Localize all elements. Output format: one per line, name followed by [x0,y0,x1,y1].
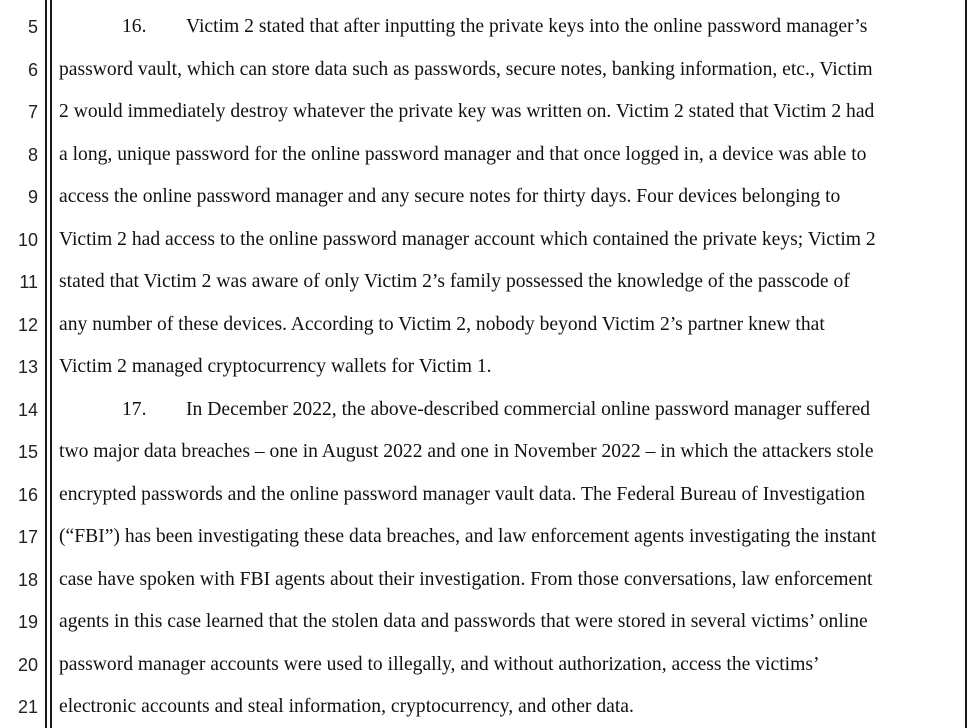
paragraph-first-line [122,16,976,38]
paragraph-first-line [122,399,976,421]
text-line: two major data breaches – one in August 2022 and one in November 2022 – in which the attackers stole [59,441,874,462]
text-line: case have spoken with FBI agents about their investigation. From those conversations, law enforcement [59,569,873,590]
line-number: 21 [17,697,38,717]
text-line: Victim 2 had access to the online password manager account which contained the private keys; Victim 2 [59,229,876,250]
line-number: 14 [17,400,38,420]
text-line: 2 would immediately destroy whatever the private key was written on. Victim 2 stated that Victim 2 had [59,101,875,122]
right-margin-rule [965,0,967,728]
text-line: password vault, which can store data such as passwords, secure notes, banking information, etc., Victim [59,59,873,80]
text-line: Victim 2 managed cryptocurrency wallets for Victim 1. [59,356,492,377]
line-number: 9 [27,187,38,207]
text-line: any number of these devices. According to Victim 2, nobody beyond Victim 2’s partner knew that [59,314,825,335]
text-line: electronic accounts and steal information, cryptocurrency, and other data. [59,696,634,717]
text-line: a long, unique password for the online password manager and that once logged in, a device was able to [59,144,867,165]
line-number: 15 [17,442,38,462]
text-line: agents in this case learned that the stolen data and passwords that were stored in several victims’ online [59,611,868,632]
line-number: 10 [17,230,38,250]
line-number: 7 [27,102,38,122]
text-line: In December 2022, the above-described commercial online password manager suffered [186,399,871,420]
line-number: 19 [17,612,38,632]
line-number: 5 [27,17,38,37]
line-number: 11 [19,272,38,292]
line-number: 8 [27,145,38,165]
text-line: (“FBI”) has been investigating these data breaches, and law enforcement agents investigating the instant [59,526,877,547]
line-number: 12 [17,315,38,335]
line-number: 17 [17,527,38,547]
text-line: Victim 2 stated that after inputting the private keys into the online password manager’s [186,16,868,37]
text-line: access the online password manager and any secure notes for thirty days. Four devices belonging to [59,186,841,207]
text-line: encrypted passwords and the online password manager vault data. The Federal Bureau of Investigation [59,484,866,505]
text-line: password manager accounts were used to illegally, and without authorization, access the victims’ [59,654,820,675]
left-margin-rule-inner [50,0,52,728]
line-number: 18 [17,570,38,590]
left-margin-rule-outer [45,0,47,728]
line-number: 6 [27,60,38,80]
text-line: stated that Victim 2 was aware of only Victim 2’s family possessed the knowledge of the passcode of [59,271,850,292]
line-number: 16 [17,485,38,505]
paragraph-number: 16. [122,16,147,37]
line-number: 20 [17,655,38,675]
line-number: 13 [17,357,38,377]
paragraph-number: 17. [122,399,147,420]
